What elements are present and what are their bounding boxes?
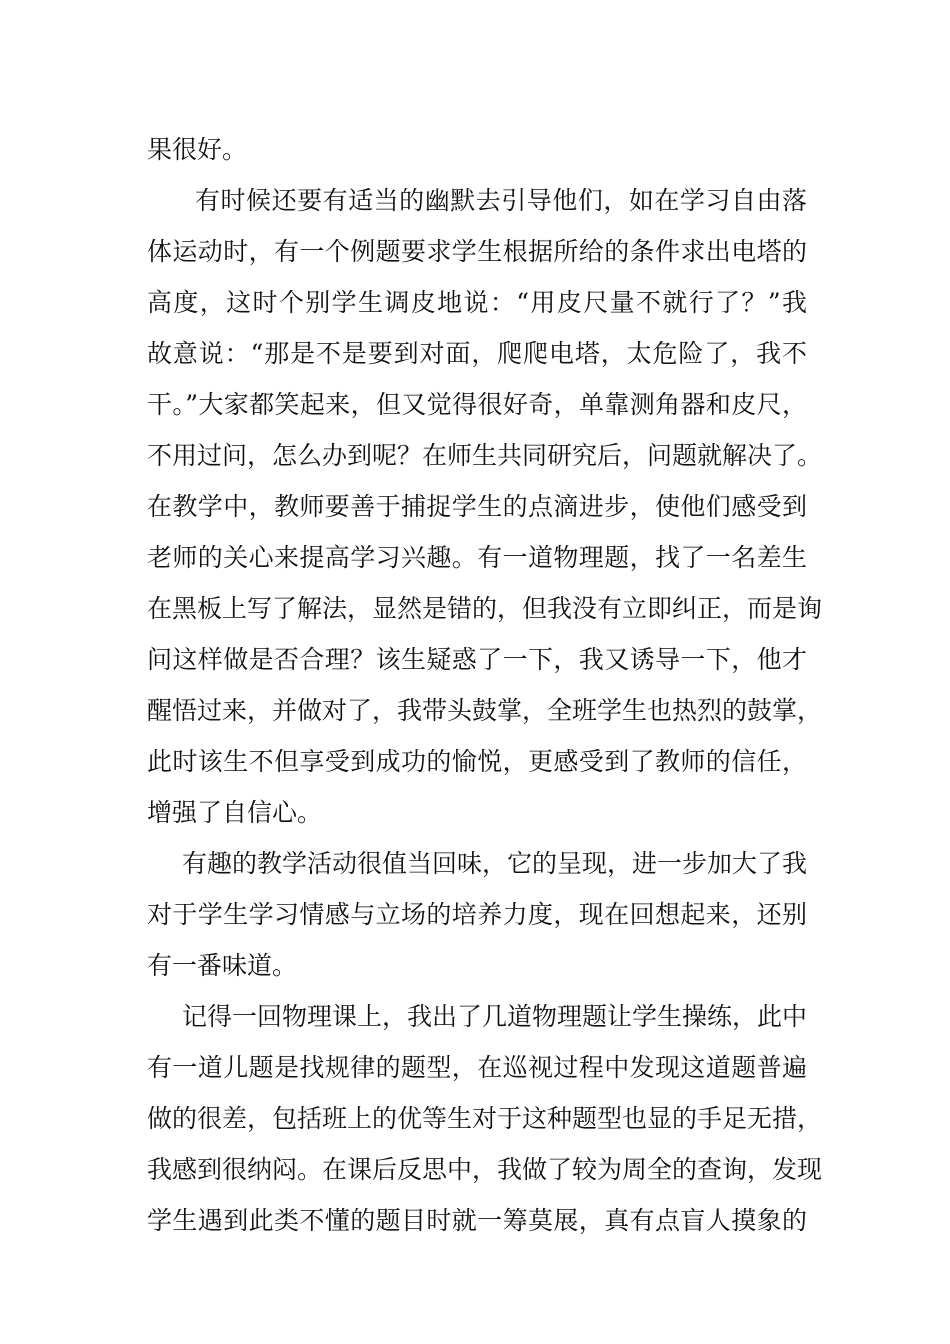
text-line: 高度，这时个别学生调皮地说：“用皮尺量不就行了？”我 [147, 288, 807, 317]
text-line: 在教学中，教师要善于捕捉学生的点滴进步，使他们感受到 [147, 492, 807, 521]
text-line: 不用过问，怎么办到呢？在师生共同研究后，问题就解决了。 [147, 441, 823, 470]
text-line: 醒悟过来，并做对了，我带头鼓掌，全班学生也热烈的鼓掌， [147, 696, 823, 725]
text-line: 故意说：“那是不是要到对面，爬爬电塔，太危险了，我不 [147, 339, 807, 368]
paragraph-start-line: 记得一回物理课上，我出了几道物理题让学生操练，此中 [182, 1002, 808, 1031]
text-line: 老师的关心来提高学习兴趣。有一道物理题，找了一名差生 [147, 543, 807, 572]
text-line: 学生遇到此类不懂的题目时就一筹莫展，真有点盲人摸象的 [147, 1206, 807, 1235]
text-line: 我感到很纳闷。在课后反思中，我做了较为周全的查询，发现 [147, 1155, 823, 1184]
text-line: 在黑板上写了解法，显然是错的，但我没有立即纠正，而是询 [147, 594, 823, 623]
paragraph-start-line: 有时候还要有适当的幽默去引导他们，如在学习自由落 [195, 186, 807, 215]
paragraph-start-line: 有趣的教学活动很值当回味，它的呈现，进一步加大了我 [182, 849, 808, 878]
text-line: 有一道儿题是找规律的题型，在巡视过程中发现这道题普遍 [147, 1053, 807, 1082]
text-line: 做的很差，包括班上的优等生对于这种题型也显的手足无措， [147, 1104, 823, 1133]
text-line: 对于学生学习情感与立场的培养力度，现在回想起来，还别 [147, 900, 807, 929]
text-line: 果很好。 [147, 135, 248, 164]
text-line: 问这样做是否合理？该生疑惑了一下，我又诱导一下，他才 [147, 645, 807, 674]
text-line: 增强了自信心。 [147, 798, 323, 827]
text-line: 有一番味道。 [147, 951, 298, 980]
text-line: 干。”大家都笑起来，但又觉得很好奇，单靠测角器和皮尺， [147, 390, 807, 419]
text-line: 此时该生不但享受到成功的愉悦，更感受到了教师的信任， [147, 747, 807, 776]
text-line: 体运动时，有一个例题要求学生根据所给的条件求出电塔的 [147, 237, 807, 266]
